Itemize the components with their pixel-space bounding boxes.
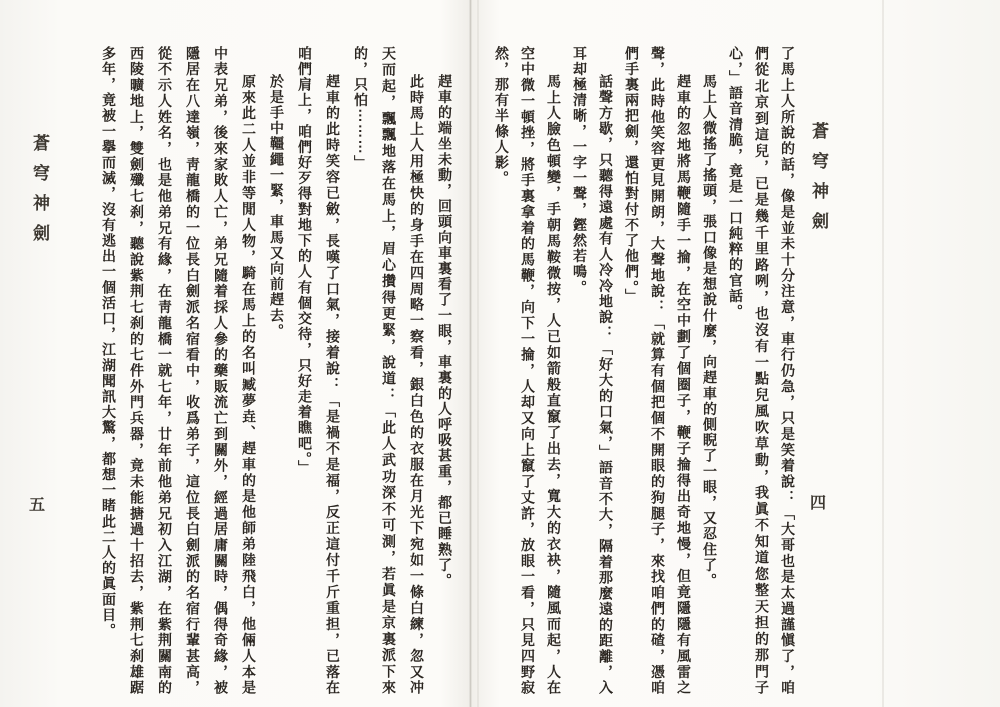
paragraph: 了馬上人所說的話，像是並未十分注意，車行仍急，只是笑着說：「大哥也是太過謹愼了，咱們從北京到這兒，已是幾千里路咧，也沒有一點兒風吹草動，我眞不知道您整天担的那門子心，」語音清脆，竟是一口純粹的官話。 xyxy=(727,46,795,696)
paragraph: 趕車的忽地將馬鞭隨手一掄，在空中劃了個圈子，鞭子掄得出奇地慢，但竟隱隱有風雷之聲，此時他笑容更見開朗，大聲地說：「就算有個把個不開眼的狗腿子，來找咱們的碴，憑咱們手裏兩把劍，還怕對付不了他們。」 xyxy=(623,46,691,696)
paragraph: 趕車的端坐未動，回頭向車裏看了一眼，車裏的人呼吸甚重，都已睡熟了。 xyxy=(436,74,452,589)
paragraph: 原來此二人並非等閒人物，騎在馬上的名叫臧夢垚、趕車的是他師弟陸飛白，他倆人本是中表兄弟，後來家敗人亡，弟兄隨着採人參的藥販流亡到關外，經過居庸關時，偶得奇緣，被隱居在八達嶺，靑龍橋的一位長白劍派名宿看中，收爲弟子，這位長白劍派的名宿行輩甚高，從不示人姓名，也是他弟兄有緣，在靑龍橋一就七年，廿年前他弟兄初入江湖，在紫荆關南的西陵曠地上，雙劍殲七刹，聽說紫荆七刹的七件外門兵器，竟未能搪過十招去，紫荆七刹雄踞多年，竟被一擧而滅，沒有逃出一個活口，江湖聞訊大驚，都想一睹此二人的眞面目。 xyxy=(100,46,256,696)
running-title: 蒼穹神劍 xyxy=(29,134,49,254)
paragraph: 馬上人微搖了搖頭，張口像是想說什麼，向趕車的側睨了一眼，又忍住了。 xyxy=(701,74,717,589)
paragraph: 趕車的此時笑容已斂，長嘆了口氣，接着說：「是禍不是福，反正這付千斤重担，已落在咱們肩上，咱們好歹得對地下的人有個交待，只好走着瞧吧。」 xyxy=(296,46,340,696)
scan-crease-line xyxy=(882,0,884,707)
page-text-right xyxy=(478,46,800,696)
paragraph: 馬上人臉色頓變，手朝馬鞍微按，人已如箭般直竄了出去，寬大的衣袂，隨風而起，人在空中微一頓挫，將手裏拿着的馬鞭，向下一掄，人却又向上竄了丈許，放眼一看，只見四野寂然，那有半條人影。 xyxy=(493,46,561,696)
page-number: 五 xyxy=(29,495,46,514)
page-fold-line xyxy=(469,0,472,707)
paragraph: 此時馬上人用極快的身手在四周略一察看，銀白色的衣服在月光下宛如一條白練，忽又冲天而起，飄飄地落在馬上，眉心攢得更緊，說道：「此人武功深不可測，若眞是京裏派下來的，只怕⋯⋯⋯」 xyxy=(352,46,424,696)
paragraph: 於是手中韁繩一緊，車馬又向前趕去。 xyxy=(268,74,284,340)
page-number: 四 xyxy=(810,493,827,512)
page-text-left xyxy=(56,46,458,696)
paragraph: 話聲方歇，只聽得遠處有人冷冷地說：「好大的口氣，」語音不大，隔着那麼遠的距離，入耳却極清晰，一字一聲，鏗然若鳴。 xyxy=(571,46,613,696)
running-title: 蒼穹神劍 xyxy=(808,122,828,242)
